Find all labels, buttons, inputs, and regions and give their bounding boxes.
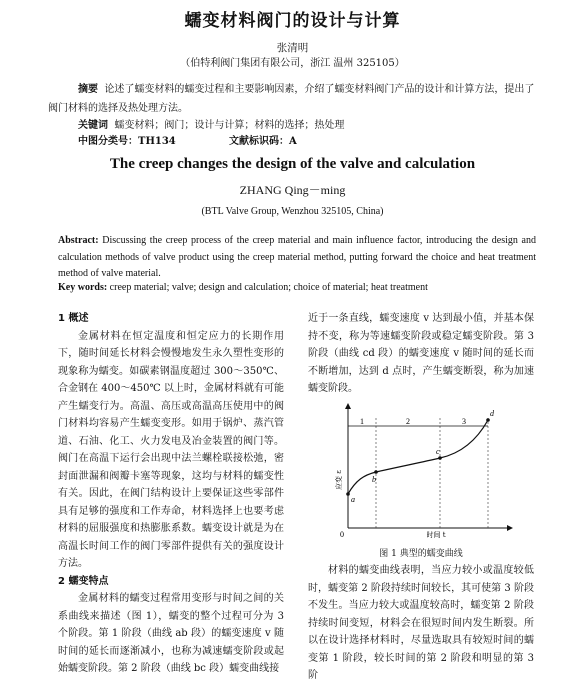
stage-2-label: 2: [406, 417, 410, 426]
point-a-marker: [346, 492, 350, 496]
author-name-en: ZHANG Qing－ming: [239, 183, 346, 197]
point-a-label: a: [351, 495, 355, 504]
doc-value: A: [288, 136, 297, 147]
doc-label: 文献标识码：: [228, 136, 289, 147]
point-c-marker: [438, 456, 442, 460]
section-1-paragraph: 金属材料在恒定温度和恒定应力的长期作用下，随时间延长材料会慢慢地发生永久塑性变形的现象称为蠕变。如碳素钢温度超过 300～350℃、合金钢在 400～450℃ 以上时，金属材料就有可能产生蠕变行为。高温、高压或高温高压使用中的阀门材料均容易产生蠕变变形。如用于锅炉、蒸汽管道、石油、化工、火力发电及冶金装置的阀门等。阀门在高温下运行会出现中法兰螺栓联接松弛，密封面泄漏和阀瓣卡塞等现象，这均与材料的蠕变性有关。因此，在阀门结构设计上要保证这些零部件具有足够的强度和工作寿命，材料选择上也要考虑材料的屈服强度和热膨胀系数。蠕变设计就是为在高温长时间工作的阀门零部件提供有关的强度设计方法。: [58, 330, 284, 569]
author-name-cn: 张清明: [276, 42, 309, 54]
clc-number: [78, 136, 176, 147]
abstract-en: [58, 233, 536, 283]
abstract-cn-label: 摘要: [78, 84, 98, 95]
point-d-marker: [486, 418, 490, 422]
y-axis-label: 应变 ε: [335, 470, 343, 490]
keywords-cn: [78, 116, 344, 131]
clc-value: TH134: [138, 136, 176, 147]
paper-title-cn: 蠕变材料阀门的设计与计算: [184, 11, 401, 31]
point-c-label: c: [436, 447, 440, 456]
section-2-paragraph-start: 金属材料的蠕变过程常用变形与时间之间的关系曲线来描述（图 1），蠕变的整个过程可分为 3 个阶段。第 1 阶段（曲线 ab 段）的蠕变速度 v 随时间的延长而逐渐减小，也称为减速蠕变阶段或起始蠕变阶段。第 2 阶段（曲线 bc 段）蠕变曲线接: [58, 593, 284, 674]
stage-3-label: 3: [462, 417, 466, 426]
clc-label: 中图分类号：: [78, 136, 138, 147]
abstract-en-label: Abstract:: [58, 235, 99, 246]
keywords-en-label: Key words:: [58, 282, 108, 293]
origin-label: 0: [340, 530, 344, 538]
section-1-heading: 1 概述: [58, 313, 89, 324]
point-b-label: b: [372, 475, 376, 484]
section-2-paragraph-after-figure: 材料的蠕变曲线表明，当应力较小或温度较低时，蠕变第 2 阶段持续时间较长，其可使第 3 阶段不发生。当应力较大或温度较高时，蠕变第 2 阶段持续时间变短，材料会在很短时间内发生断裂。所以在设计选择材料时，尽量选取具有较短时间的蠕变第 1 阶段，较长时间的第 2 阶段和明显的第 3 阶: [308, 565, 534, 681]
figure-1-caption: 图 1 典型的蠕变曲线: [379, 549, 463, 559]
keywords-en: [58, 282, 428, 293]
x-axis-label: 时间 t: [426, 531, 446, 538]
stage-1-label: 1: [360, 417, 364, 426]
abstract-cn: [48, 80, 543, 118]
section-2-paragraph-continued: 近于一条直线，蠕变速度 v 达到最小值，并基本保持不变，称为等速蠕变阶段或稳定蠕变阶段。第 3 阶段（曲线 cd 段）的蠕变速度 v 随时间的延长而不断增加，达到 d 点时，产生蠕变断裂，称为加速蠕变阶段。: [308, 313, 534, 394]
point-b-marker: [374, 470, 378, 474]
keywords-en-text: creep material; valve; design and calculation; choice of material; heat treatment: [109, 282, 428, 293]
abstract-cn-text: 论述了蠕变材料的蠕变过程和主要影响因素，介绍了蠕变材料阀门产品的设计和计算方法，提出了阀门材料的选择及热处理方法。: [48, 84, 535, 114]
right-column-top: [308, 310, 534, 398]
affiliation-en: (BTL Valve Group, Wenzhou 325105, China): [201, 206, 384, 217]
doc-code: [229, 136, 297, 147]
affiliation-cn: （伯特利阀门集团有限公司，浙江 温州 325105）: [180, 58, 405, 69]
keywords-cn-text: 蠕变材料；阀门；设计与计算；材料的选择；热处理: [114, 120, 345, 131]
creep-curve-figure: [328, 398, 518, 538]
keywords-cn-label: 关键词: [78, 120, 108, 131]
classification-line: [78, 132, 347, 147]
creep-curve: [348, 420, 488, 494]
section-2-heading: 2 蠕变特点: [58, 575, 109, 587]
point-d-label: d: [490, 409, 494, 418]
right-column-bottom: [308, 562, 534, 685]
paper-title-en: The creep changes the design of the valve and calculation: [109, 156, 476, 172]
abstract-en-text: Discussing the creep process of the creep material and main influence factor, introducing the design and calculation methods of valve product using the creep material method, putting forward the choice and heat treatment method of valve material.: [58, 235, 536, 279]
left-column: [58, 310, 284, 678]
